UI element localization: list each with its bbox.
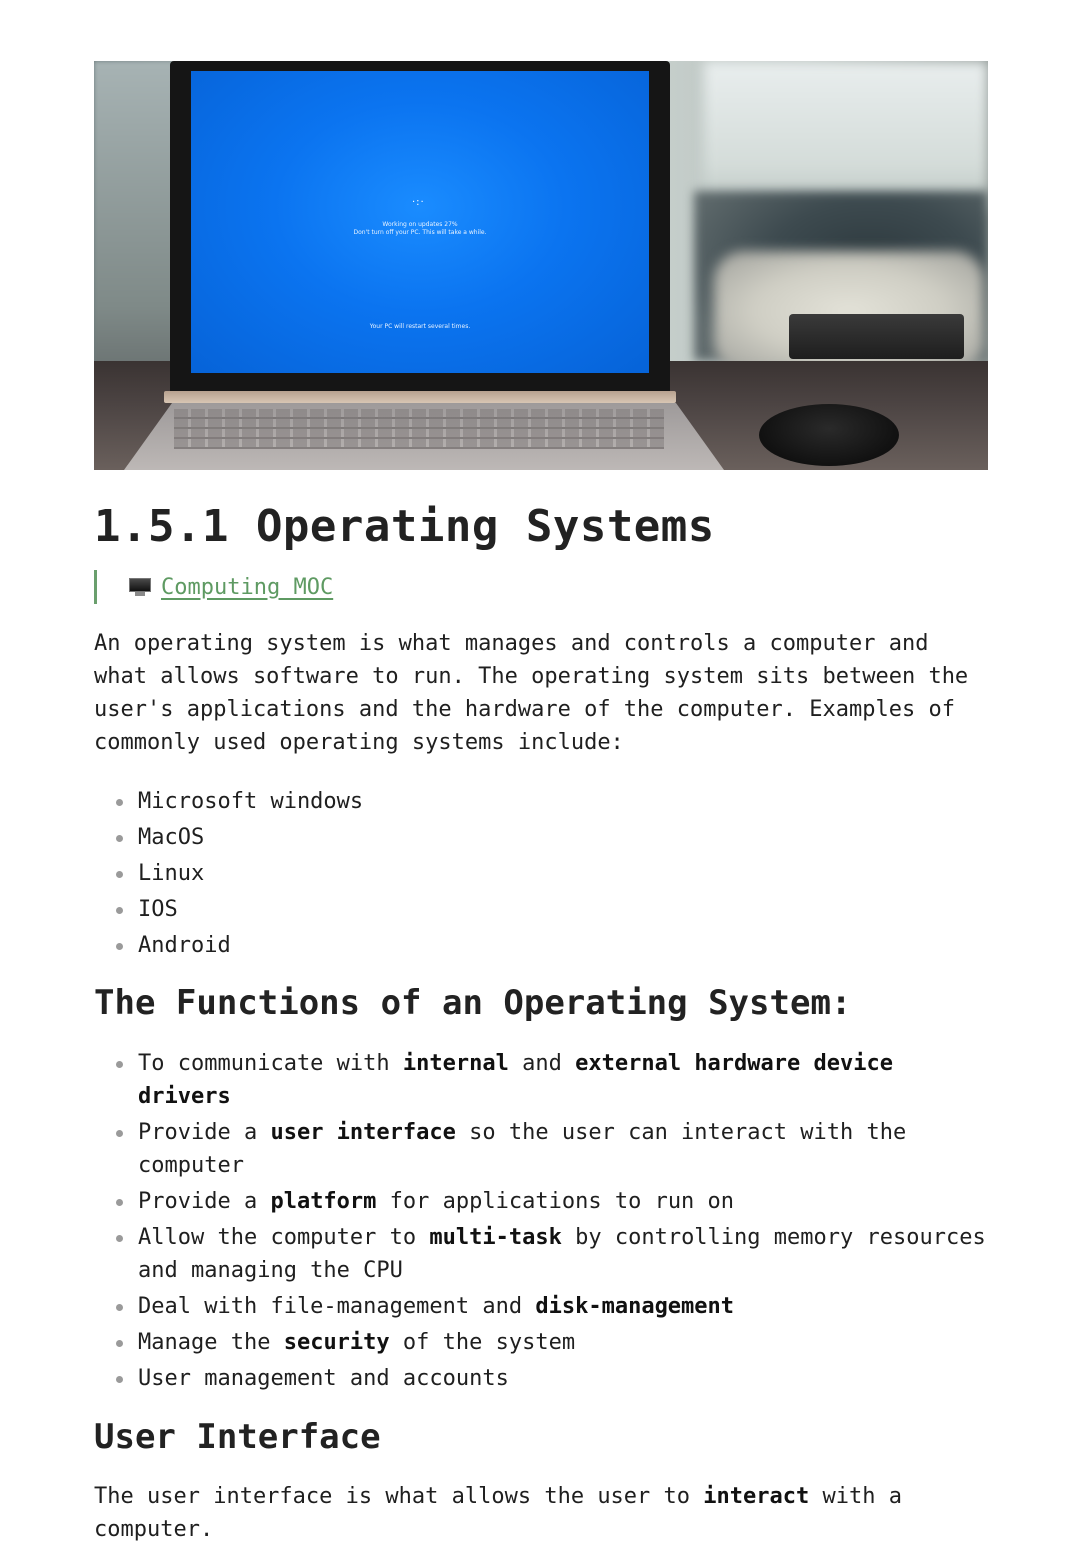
- keyboard-keys: [174, 409, 664, 449]
- bold-text: platform: [270, 1189, 377, 1214]
- text-run: Manage the: [138, 1330, 284, 1355]
- bold-text: external hardware device drivers: [138, 1051, 893, 1109]
- function-list-item: [138, 1290, 988, 1323]
- function-list-item: [138, 1221, 988, 1287]
- user-interface-paragraph: [94, 1480, 988, 1546]
- user-interface-heading: User Interface: [94, 1417, 381, 1457]
- text-run: and: [508, 1051, 576, 1076]
- intro-paragraph: An operating system is what manages and controls a computer and what allows software to run. The operating system sits between the user's applications and the hardware of the computer. Examples of commonly used operating systems include:: [94, 631, 969, 755]
- text-run: Provide a: [138, 1189, 271, 1214]
- function-list-item: [138, 1047, 988, 1113]
- function-list-item: [138, 1326, 988, 1359]
- screen-update-text: Working on updates 27%: [382, 221, 458, 228]
- bold-text: internal: [402, 1051, 509, 1076]
- bold-text: multi-task: [429, 1225, 562, 1250]
- text-run: The user interface is what allows the user to: [94, 1484, 704, 1509]
- text-run: To communicate with: [138, 1051, 403, 1076]
- text-run: of the system: [389, 1330, 576, 1355]
- text-run: for applications to run on: [376, 1189, 735, 1214]
- function-list-item: [138, 1185, 988, 1218]
- function-list-item: [138, 1362, 988, 1395]
- text-run: Provide a: [138, 1120, 271, 1145]
- moc-callout: [94, 570, 988, 604]
- text-run: with a computer.: [94, 1484, 902, 1542]
- bold-text: security: [283, 1330, 390, 1355]
- os-list-item: Linux: [138, 857, 988, 890]
- screen-restart-text: Your PC will restart several times.: [369, 323, 471, 330]
- os-list-item: MacOS: [138, 821, 988, 854]
- screen-warning-text: Don't turn off your PC. This will take a while.: [353, 229, 487, 236]
- bold-text: user interface: [270, 1120, 456, 1145]
- os-examples-list: [94, 785, 988, 962]
- text-run: Allow the computer to: [138, 1225, 430, 1250]
- computing-moc-link[interactable]: Computing MOC: [161, 574, 334, 600]
- loading-spinner-icon: ·:·: [412, 197, 425, 208]
- text-run: by controlling memory resources and managing the CPU: [138, 1225, 986, 1283]
- bold-text: interact: [703, 1484, 810, 1509]
- os-list-item: Microsoft windows: [138, 785, 988, 818]
- functions-list: [94, 1047, 988, 1395]
- functions-heading: The Functions of an Operating System:: [94, 983, 852, 1023]
- hero-laptop-image: [94, 61, 988, 470]
- os-list-item: Android: [138, 929, 988, 962]
- computer-mouse: [759, 404, 899, 466]
- os-list-item: IOS: [138, 893, 988, 926]
- text-run: User management and accounts: [138, 1366, 509, 1391]
- page-content: [94, 61, 988, 1546]
- laptop-hinge: [164, 391, 676, 403]
- function-list-item: [138, 1116, 988, 1182]
- text-run: so the user can interact with the computer: [138, 1120, 907, 1178]
- background-window: [704, 61, 988, 211]
- text-run: Deal with file-management and: [138, 1294, 536, 1319]
- bold-text: disk-management: [535, 1294, 735, 1319]
- power-adapter: [789, 314, 964, 359]
- page-title: 1.5.1 Operating Systems: [94, 501, 715, 552]
- desktop-computer-icon: [129, 578, 151, 596]
